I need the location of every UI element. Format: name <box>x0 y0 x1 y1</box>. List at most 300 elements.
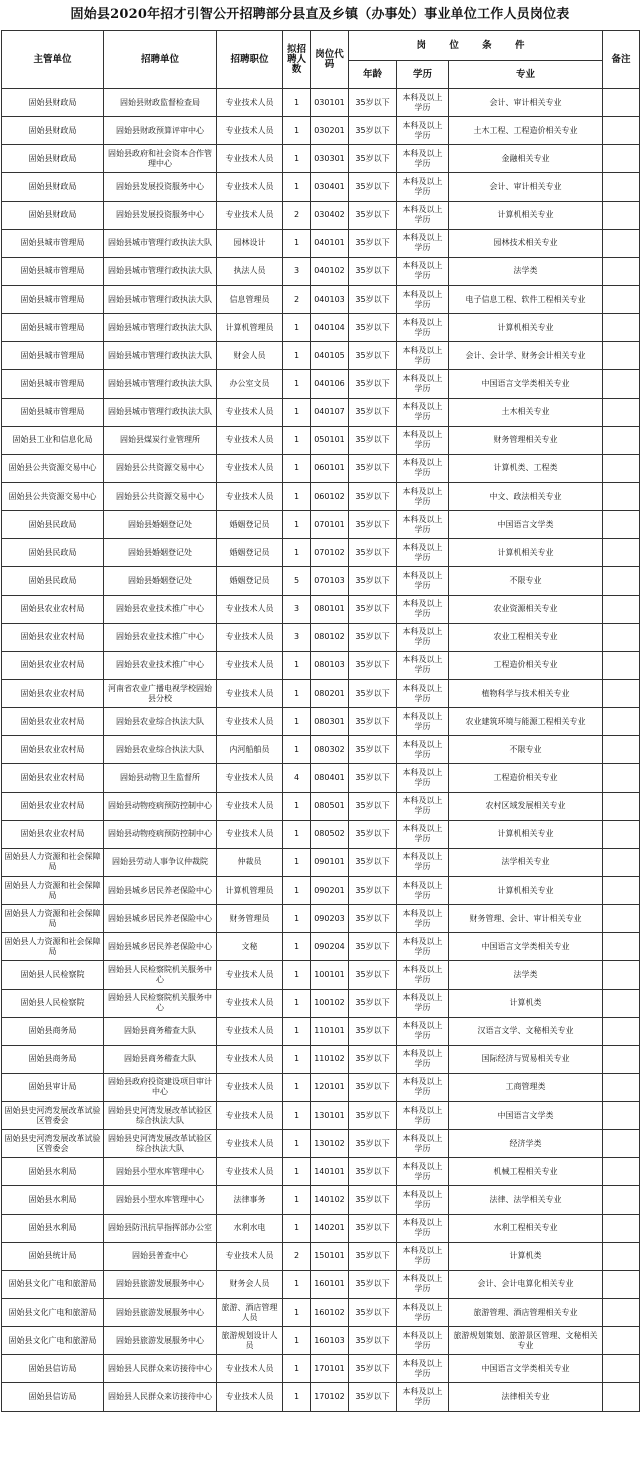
cell-position: 专业技术人员 <box>217 820 283 848</box>
cell-edu: 本科及以上学历 <box>397 764 449 792</box>
table-row <box>2 764 640 792</box>
cell-count: 1 <box>283 145 311 173</box>
header-count: 拟招聘人数 <box>283 31 311 89</box>
cell-code: 080201 <box>311 679 349 707</box>
cell-unit: 固始县人民检察院机关服务中心 <box>104 989 217 1017</box>
cell-code: 140102 <box>311 1186 349 1214</box>
cell-code: 120101 <box>311 1073 349 1101</box>
cell-major: 中国语言文学类 <box>449 511 603 539</box>
cell-age: 35岁以下 <box>349 1017 397 1045</box>
cell-note <box>603 1130 640 1158</box>
cell-dept: 固始县农业农村局 <box>2 679 104 707</box>
cell-unit: 固始县人民群众来访接待中心 <box>104 1383 217 1411</box>
table-row <box>2 1383 640 1411</box>
table-row <box>2 736 640 764</box>
table-row <box>2 933 640 961</box>
cell-age: 35岁以下 <box>349 229 397 257</box>
cell-position: 文秘 <box>217 933 283 961</box>
cell-edu: 本科及以上学历 <box>397 679 449 707</box>
cell-code: 030301 <box>311 145 349 173</box>
cell-note <box>603 708 640 736</box>
cell-edu: 本科及以上学历 <box>397 89 449 117</box>
cell-count: 1 <box>283 370 311 398</box>
cell-age: 35岁以下 <box>349 792 397 820</box>
cell-major: 农村区域发展相关专业 <box>449 792 603 820</box>
table-row <box>2 145 640 173</box>
table-row <box>2 848 640 876</box>
cell-note <box>603 764 640 792</box>
cell-edu: 本科及以上学历 <box>397 482 449 510</box>
cell-edu: 本科及以上学历 <box>397 1242 449 1270</box>
cell-unit: 固始县政府和社会资本合作管理中心 <box>104 145 217 173</box>
cell-unit: 固始县旅游发展服务中心 <box>104 1327 217 1355</box>
cell-code: 040103 <box>311 285 349 313</box>
cell-note <box>603 1214 640 1242</box>
cell-dept: 固始县文化广电和旅游局 <box>2 1270 104 1298</box>
cell-edu: 本科及以上学历 <box>397 623 449 651</box>
cell-dept: 固始县商务局 <box>2 1045 104 1073</box>
cell-dept: 固始县财政局 <box>2 89 104 117</box>
cell-major: 法学类 <box>449 257 603 285</box>
cell-count: 3 <box>283 257 311 285</box>
cell-code: 040107 <box>311 398 349 426</box>
cell-position: 专业技术人员 <box>217 651 283 679</box>
cell-unit: 固始县政府投资建设项目审计中心 <box>104 1073 217 1101</box>
cell-unit: 固始县财政监督检查局 <box>104 89 217 117</box>
cell-position: 计算机管理员 <box>217 876 283 904</box>
cell-position: 旅游规划设计人员 <box>217 1327 283 1355</box>
cell-dept: 固始县史河湾发展改革试验区管委会 <box>2 1102 104 1130</box>
cell-note <box>603 1073 640 1101</box>
cell-age: 35岁以下 <box>349 314 397 342</box>
cell-unit: 固始县旅游发展服务中心 <box>104 1270 217 1298</box>
cell-position: 执法人员 <box>217 257 283 285</box>
cell-note <box>603 876 640 904</box>
cell-unit: 固始县城乡居民养老保险中心 <box>104 905 217 933</box>
cell-code: 070102 <box>311 539 349 567</box>
cell-note <box>603 679 640 707</box>
cell-code: 100101 <box>311 961 349 989</box>
cell-count: 1 <box>283 1186 311 1214</box>
cell-edu: 本科及以上学历 <box>397 1355 449 1383</box>
cell-position: 法律事务 <box>217 1186 283 1214</box>
header-dept: 主管单位 <box>2 31 104 89</box>
cell-code: 030401 <box>311 173 349 201</box>
cell-edu: 本科及以上学历 <box>397 1102 449 1130</box>
cell-dept: 固始县城市管理局 <box>2 229 104 257</box>
cell-position: 专业技术人员 <box>217 1158 283 1186</box>
cell-position: 专业技术人员 <box>217 1045 283 1073</box>
cell-note <box>603 820 640 848</box>
cell-major: 农业建筑环境与能源工程相关专业 <box>449 708 603 736</box>
table-row <box>2 876 640 904</box>
cell-position: 财务会人员 <box>217 1270 283 1298</box>
header-age: 年龄 <box>349 61 397 89</box>
cell-major: 汉语言文学、文秘相关专业 <box>449 1017 603 1045</box>
cell-note <box>603 370 640 398</box>
cell-count: 1 <box>283 511 311 539</box>
table-row <box>2 1073 640 1101</box>
cell-major: 法律、法学相关专业 <box>449 1186 603 1214</box>
table-row <box>2 623 640 651</box>
cell-position: 婚姻登记员 <box>217 539 283 567</box>
cell-dept: 固始县史河湾发展改革试验区管委会 <box>2 1130 104 1158</box>
cell-code: 070103 <box>311 567 349 595</box>
cell-dept: 固始县水利局 <box>2 1186 104 1214</box>
cell-dept: 固始县农业农村局 <box>2 595 104 623</box>
table-row <box>2 679 640 707</box>
cell-position: 专业技术人员 <box>217 1017 283 1045</box>
cell-unit: 固始县城市管理行政执法大队 <box>104 342 217 370</box>
cell-unit: 固始县城市管理行政执法大队 <box>104 314 217 342</box>
cell-dept: 固始县城市管理局 <box>2 370 104 398</box>
table-row <box>2 1102 640 1130</box>
cell-edu: 本科及以上学历 <box>397 1186 449 1214</box>
cell-position: 专业技术人员 <box>217 764 283 792</box>
cell-note <box>603 1102 640 1130</box>
cell-code: 170101 <box>311 1355 349 1383</box>
cell-dept: 固始县城市管理局 <box>2 314 104 342</box>
cell-unit: 固始县婚姻登记处 <box>104 539 217 567</box>
document-title: 固始县2020年招才引智公开招聘部分县直及乡镇（办事处）事业单位工作人员岗位表 <box>70 7 570 22</box>
cell-age: 35岁以下 <box>349 173 397 201</box>
cell-code: 040104 <box>311 314 349 342</box>
cell-note <box>603 1158 640 1186</box>
cell-count: 1 <box>283 482 311 510</box>
cell-position: 专业技术人员 <box>217 201 283 229</box>
table-row <box>2 482 640 510</box>
cell-position: 专业技术人员 <box>217 89 283 117</box>
cell-major: 计算机相关专业 <box>449 820 603 848</box>
cell-position: 内河船舶员 <box>217 736 283 764</box>
cell-count: 1 <box>283 679 311 707</box>
cell-count: 1 <box>283 708 311 736</box>
cell-edu: 本科及以上学历 <box>397 145 449 173</box>
table-body <box>2 89 640 1412</box>
table-row <box>2 539 640 567</box>
cell-edu: 本科及以上学历 <box>397 173 449 201</box>
cell-dept: 固始县农业农村局 <box>2 623 104 651</box>
table-row <box>2 285 640 313</box>
cell-dept: 固始县人力资源和社会保障局 <box>2 848 104 876</box>
cell-major: 电子信息工程、软件工程相关专业 <box>449 285 603 313</box>
cell-major: 财务管理、会计、审计相关专业 <box>449 905 603 933</box>
cell-position: 专业技术人员 <box>217 679 283 707</box>
cell-major: 经济学类 <box>449 1130 603 1158</box>
cell-note <box>603 173 640 201</box>
cell-note <box>603 1017 640 1045</box>
cell-code: 080101 <box>311 595 349 623</box>
cell-age: 35岁以下 <box>349 539 397 567</box>
cell-note <box>603 961 640 989</box>
table-row <box>2 511 640 539</box>
cell-position: 办公室文员 <box>217 370 283 398</box>
table-row <box>2 595 640 623</box>
cell-count: 4 <box>283 764 311 792</box>
cell-dept: 固始县人民检察院 <box>2 989 104 1017</box>
cell-note <box>603 89 640 117</box>
cell-unit: 固始县发展投资服务中心 <box>104 201 217 229</box>
cell-note <box>603 905 640 933</box>
cell-count: 1 <box>283 876 311 904</box>
cell-unit: 河南省农业广播电视学校固始县分校 <box>104 679 217 707</box>
cell-code: 130102 <box>311 1130 349 1158</box>
cell-edu: 本科及以上学历 <box>397 1158 449 1186</box>
cell-dept: 固始县水利局 <box>2 1214 104 1242</box>
cell-note <box>603 848 640 876</box>
cell-edu: 本科及以上学历 <box>397 1214 449 1242</box>
table-row <box>2 1158 640 1186</box>
cell-dept: 固始县水利局 <box>2 1158 104 1186</box>
cell-note <box>603 595 640 623</box>
cell-unit: 固始县小型水库管理中心 <box>104 1186 217 1214</box>
cell-count: 3 <box>283 595 311 623</box>
cell-major: 计算机相关专业 <box>449 539 603 567</box>
cell-age: 35岁以下 <box>349 679 397 707</box>
cell-major: 会计、审计相关专业 <box>449 173 603 201</box>
cell-major: 计算机相关专业 <box>449 201 603 229</box>
cell-edu: 本科及以上学历 <box>397 651 449 679</box>
cell-major: 财务管理相关专业 <box>449 426 603 454</box>
cell-edu: 本科及以上学历 <box>397 1073 449 1101</box>
cell-code: 090204 <box>311 933 349 961</box>
cell-age: 35岁以下 <box>349 764 397 792</box>
cell-major: 计算机相关专业 <box>449 876 603 904</box>
cell-edu: 本科及以上学历 <box>397 989 449 1017</box>
cell-position: 专业技术人员 <box>217 1355 283 1383</box>
cell-edu: 本科及以上学历 <box>397 229 449 257</box>
cell-position: 专业技术人员 <box>217 1383 283 1411</box>
cell-unit: 固始县城市管理行政执法大队 <box>104 229 217 257</box>
cell-age: 35岁以下 <box>349 1045 397 1073</box>
cell-major: 法学类 <box>449 961 603 989</box>
cell-note <box>603 201 640 229</box>
cell-note <box>603 623 640 651</box>
cell-dept: 固始县公共资源交易中心 <box>2 482 104 510</box>
cell-edu: 本科及以上学历 <box>397 1017 449 1045</box>
cell-edu: 本科及以上学历 <box>397 708 449 736</box>
table-row <box>2 1327 640 1355</box>
cell-code: 040102 <box>311 257 349 285</box>
cell-note <box>603 314 640 342</box>
cell-unit: 固始县劳动人事争议仲裁院 <box>104 848 217 876</box>
cell-code: 160102 <box>311 1299 349 1327</box>
cell-note <box>603 1186 640 1214</box>
cell-count: 1 <box>283 539 311 567</box>
cell-major: 中国语言文学类相关专业 <box>449 1355 603 1383</box>
cell-age: 35岁以下 <box>349 1186 397 1214</box>
table-row <box>2 961 640 989</box>
cell-dept: 固始县统计局 <box>2 1242 104 1270</box>
header-note: 备注 <box>603 31 640 89</box>
cell-dept: 固始县人民检察院 <box>2 961 104 989</box>
cell-unit: 固始县农业综合执法大队 <box>104 736 217 764</box>
cell-unit: 固始县公共资源交易中心 <box>104 454 217 482</box>
cell-age: 35岁以下 <box>349 511 397 539</box>
cell-position: 专业技术人员 <box>217 595 283 623</box>
table-row <box>2 651 640 679</box>
cell-note <box>603 145 640 173</box>
table-row <box>2 1045 640 1073</box>
cell-note <box>603 567 640 595</box>
cell-code: 080102 <box>311 623 349 651</box>
cell-age: 35岁以下 <box>349 285 397 313</box>
cell-code: 080301 <box>311 708 349 736</box>
cell-count: 1 <box>283 454 311 482</box>
header-major: 专业 <box>449 61 603 89</box>
cell-edu: 本科及以上学历 <box>397 342 449 370</box>
cell-dept: 固始县农业农村局 <box>2 736 104 764</box>
cell-major: 工程造价相关专业 <box>449 651 603 679</box>
table-row <box>2 89 640 117</box>
cell-code: 140201 <box>311 1214 349 1242</box>
cell-code: 110101 <box>311 1017 349 1045</box>
cell-note <box>603 342 640 370</box>
cell-unit: 固始县城市管理行政执法大队 <box>104 398 217 426</box>
table-row <box>2 708 640 736</box>
cell-note <box>603 736 640 764</box>
cell-major: 土木工程、工程造价相关专业 <box>449 117 603 145</box>
cell-position: 专业技术人员 <box>217 482 283 510</box>
cell-position: 仲裁员 <box>217 848 283 876</box>
cell-count: 1 <box>283 1017 311 1045</box>
cell-major: 国际经济与贸易相关专业 <box>449 1045 603 1073</box>
cell-count: 1 <box>283 736 311 764</box>
cell-note <box>603 651 640 679</box>
cell-count: 1 <box>283 792 311 820</box>
cell-edu: 本科及以上学历 <box>397 1270 449 1298</box>
cell-count: 1 <box>283 89 311 117</box>
cell-dept: 固始县商务局 <box>2 1017 104 1045</box>
cell-count: 1 <box>283 651 311 679</box>
header-unit: 招聘单位 <box>104 31 217 89</box>
cell-age: 35岁以下 <box>349 426 397 454</box>
cell-edu: 本科及以上学历 <box>397 1045 449 1073</box>
cell-dept: 固始县农业农村局 <box>2 792 104 820</box>
cell-unit: 固始县城市管理行政执法大队 <box>104 370 217 398</box>
cell-note <box>603 989 640 1017</box>
cell-count: 1 <box>283 961 311 989</box>
cell-code: 080103 <box>311 651 349 679</box>
cell-count: 1 <box>283 342 311 370</box>
cell-count: 1 <box>283 1045 311 1073</box>
cell-count: 2 <box>283 285 311 313</box>
cell-count: 1 <box>283 1102 311 1130</box>
cell-count: 1 <box>283 820 311 848</box>
cell-edu: 本科及以上学历 <box>397 426 449 454</box>
cell-note <box>603 398 640 426</box>
table-row <box>2 426 640 454</box>
table-row <box>2 201 640 229</box>
cell-dept: 固始县城市管理局 <box>2 285 104 313</box>
cell-count: 1 <box>283 1383 311 1411</box>
cell-note <box>603 257 640 285</box>
cell-unit: 固始县财政预算评审中心 <box>104 117 217 145</box>
table-row <box>2 567 640 595</box>
cell-dept: 固始县城市管理局 <box>2 398 104 426</box>
cell-count: 1 <box>283 398 311 426</box>
cell-edu: 本科及以上学历 <box>397 876 449 904</box>
cell-count: 1 <box>283 426 311 454</box>
cell-code: 080502 <box>311 820 349 848</box>
cell-code: 070101 <box>311 511 349 539</box>
cell-unit: 固始县农业技术推广中心 <box>104 651 217 679</box>
cell-code: 160101 <box>311 1270 349 1298</box>
cell-major: 中国语言文学类相关专业 <box>449 370 603 398</box>
cell-position: 专业技术人员 <box>217 623 283 651</box>
cell-major: 中文、政法相关专业 <box>449 482 603 510</box>
header-position: 招聘职位 <box>217 31 283 89</box>
cell-major: 土木相关专业 <box>449 398 603 426</box>
table-row <box>2 173 640 201</box>
cell-position: 专业技术人员 <box>217 117 283 145</box>
cell-note <box>603 1299 640 1327</box>
cell-position: 水利水电 <box>217 1214 283 1242</box>
cell-code: 160103 <box>311 1327 349 1355</box>
cell-dept: 固始县财政局 <box>2 117 104 145</box>
cell-code: 130101 <box>311 1102 349 1130</box>
cell-dept: 固始县农业农村局 <box>2 651 104 679</box>
cell-age: 35岁以下 <box>349 905 397 933</box>
cell-position: 园林设计 <box>217 229 283 257</box>
cell-code: 090203 <box>311 905 349 933</box>
cell-major: 园林技术相关专业 <box>449 229 603 257</box>
cell-count: 1 <box>283 1130 311 1158</box>
cell-age: 35岁以下 <box>349 482 397 510</box>
table-header <box>2 31 640 89</box>
cell-major: 会计、审计相关专业 <box>449 89 603 117</box>
cell-major: 机械工程相关专业 <box>449 1158 603 1186</box>
cell-unit: 固始县婚姻登记处 <box>104 567 217 595</box>
cell-age: 35岁以下 <box>349 736 397 764</box>
table-row <box>2 117 640 145</box>
cell-dept: 固始县工业和信息化局 <box>2 426 104 454</box>
cell-position: 财会人员 <box>217 342 283 370</box>
cell-count: 1 <box>283 229 311 257</box>
cell-edu: 本科及以上学历 <box>397 1327 449 1355</box>
cell-major: 会计、会计学、财务会计相关专业 <box>449 342 603 370</box>
cell-position: 专业技术人员 <box>217 145 283 173</box>
cell-count: 1 <box>283 173 311 201</box>
cell-unit: 固始县小型水库管理中心 <box>104 1158 217 1186</box>
cell-edu: 本科及以上学历 <box>397 595 449 623</box>
cell-note <box>603 1242 640 1270</box>
cell-note <box>603 454 640 482</box>
cell-major: 计算机类 <box>449 1242 603 1270</box>
cell-dept: 固始县财政局 <box>2 173 104 201</box>
cell-dept: 固始县人力资源和社会保障局 <box>2 876 104 904</box>
cell-dept: 固始县信访局 <box>2 1383 104 1411</box>
cell-edu: 本科及以上学历 <box>397 454 449 482</box>
cell-age: 35岁以下 <box>349 1327 397 1355</box>
cell-position: 财务管理员 <box>217 905 283 933</box>
table-row <box>2 1299 640 1327</box>
cell-position: 专业技术人员 <box>217 173 283 201</box>
table-row <box>2 905 640 933</box>
table-row <box>2 1017 640 1045</box>
cell-edu: 本科及以上学历 <box>397 905 449 933</box>
cell-dept: 固始县民政局 <box>2 539 104 567</box>
cell-unit: 固始县城市管理行政执法大队 <box>104 257 217 285</box>
cell-note <box>603 117 640 145</box>
cell-age: 35岁以下 <box>349 1214 397 1242</box>
cell-unit: 固始县城市管理行政执法大队 <box>104 285 217 313</box>
cell-count: 1 <box>283 1158 311 1186</box>
cell-note <box>603 482 640 510</box>
cell-edu: 本科及以上学历 <box>397 1383 449 1411</box>
cell-edu: 本科及以上学历 <box>397 961 449 989</box>
table-row <box>2 792 640 820</box>
